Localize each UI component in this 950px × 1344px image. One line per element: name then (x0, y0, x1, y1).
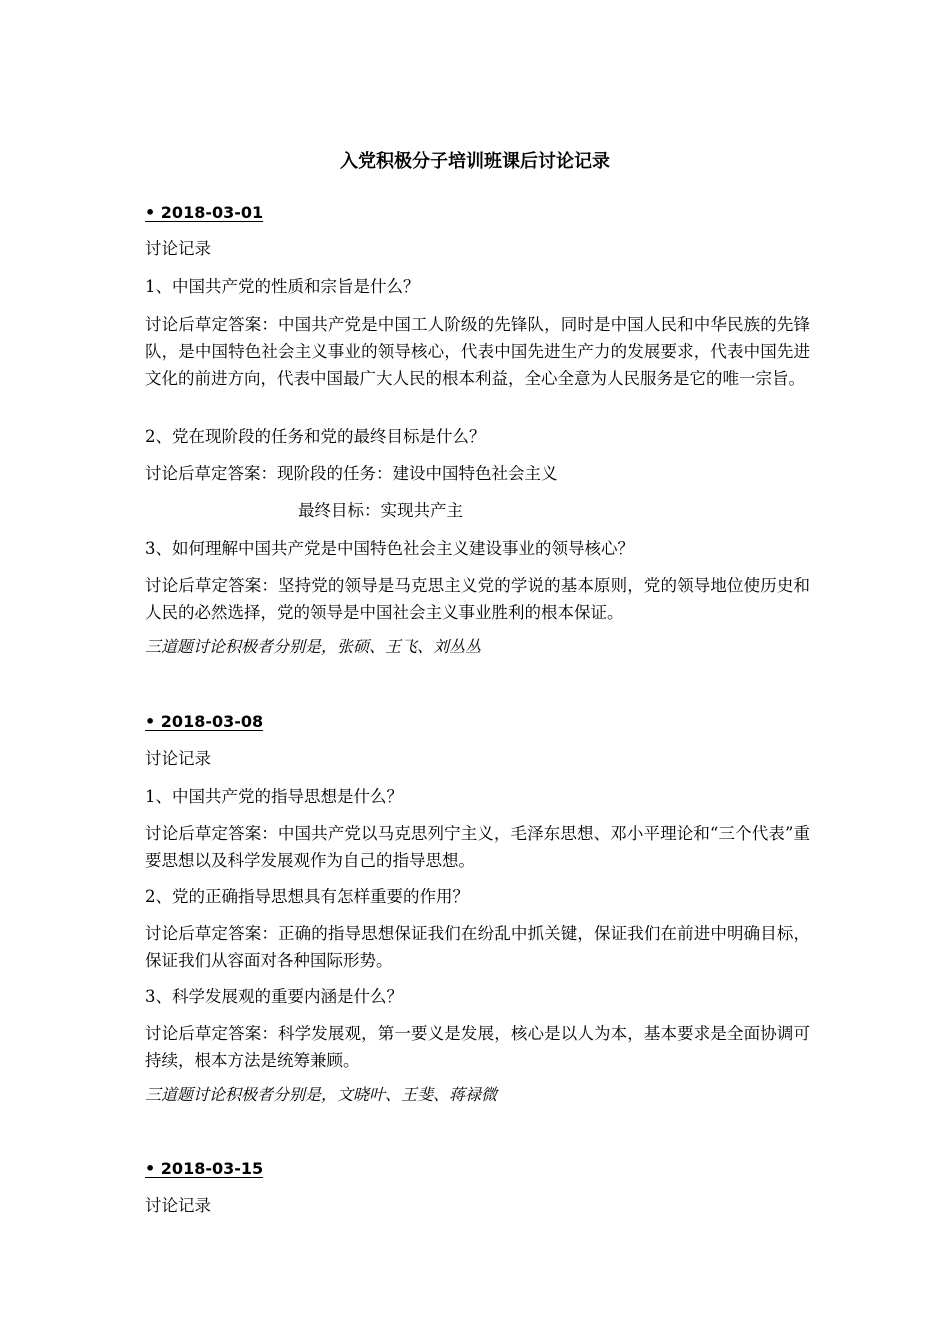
answer-continued: 最终目标：实现共产主 (298, 501, 463, 520)
answer: 讨论后草定答案：坚持党的领导是马克思主义党的学说的基本原则，党的领导地位使历史和人民的必然选择，党的领导是中国社会主义事业胜利的根本保证。 (145, 576, 810, 622)
record-label: 讨论记录 (145, 1196, 211, 1215)
answer: 讨论后草定答案：中国共产党以马克思列宁主义，毛泽东思想、邓小平理论和“三个代表”重要思想以及科学发展观作为自己的指导思想。 (145, 824, 810, 870)
question: 3、如何理解中国共产党是中国特色社会主义建设事业的领导核心？ (145, 539, 634, 558)
question: 3、科学发展观的重要内涵是什么？ (145, 987, 403, 1006)
answer: 讨论后草定答案：正确的指导思想保证我们在纷乱中抓关键，保证我们在前进中明确目标，保证我们从容面对各种国际形势。 (145, 924, 810, 970)
page-title: 入党积极分子培训班课后讨论记录 (340, 151, 610, 172)
session-date: • 2018-03-15 (145, 1159, 264, 1178)
session-date: • 2018-03-08 (145, 712, 264, 731)
answer: 讨论后草定答案：中国共产党是中国工人阶级的先锋队，同时是中国人民和中华民族的先锋队，是中国特色社会主义事业的领导核心，代表中国先进生产力的发展要求，代表中国先进文化的前进方向，代表中国最广大人民的根本利益，全心全意为人民服务是它的唯一宗旨。 (145, 315, 810, 388)
question: 2、党在现阶段的任务和党的最终目标是什么？ (145, 427, 486, 446)
participants-note: 三道题讨论积极者分别是，文晓叶、王斐、蒋禄微 (145, 1085, 498, 1104)
participants-note: 三道题讨论积极者分别是，张硕、王飞、刘丛丛 (145, 637, 482, 656)
answer: 讨论后草定答案：现阶段的任务：建设中国特色社会主义 (145, 464, 558, 483)
session-date: • 2018-03-01 (145, 203, 264, 222)
record-label: 讨论记录 (145, 749, 211, 768)
question: 1、中国共产党的性质和宗旨是什么？ (145, 277, 420, 296)
answer: 讨论后草定答案：科学发展观，第一要义是发展，核心是以人为本，基本要求是全面协调可持续，根本方法是统筹兼顾。 (145, 1024, 810, 1070)
question: 1、中国共产党的指导思想是什么？ (145, 787, 403, 806)
question: 2、党的正确指导思想具有怎样重要的作用？ (145, 887, 469, 906)
record-label: 讨论记录 (145, 239, 211, 258)
